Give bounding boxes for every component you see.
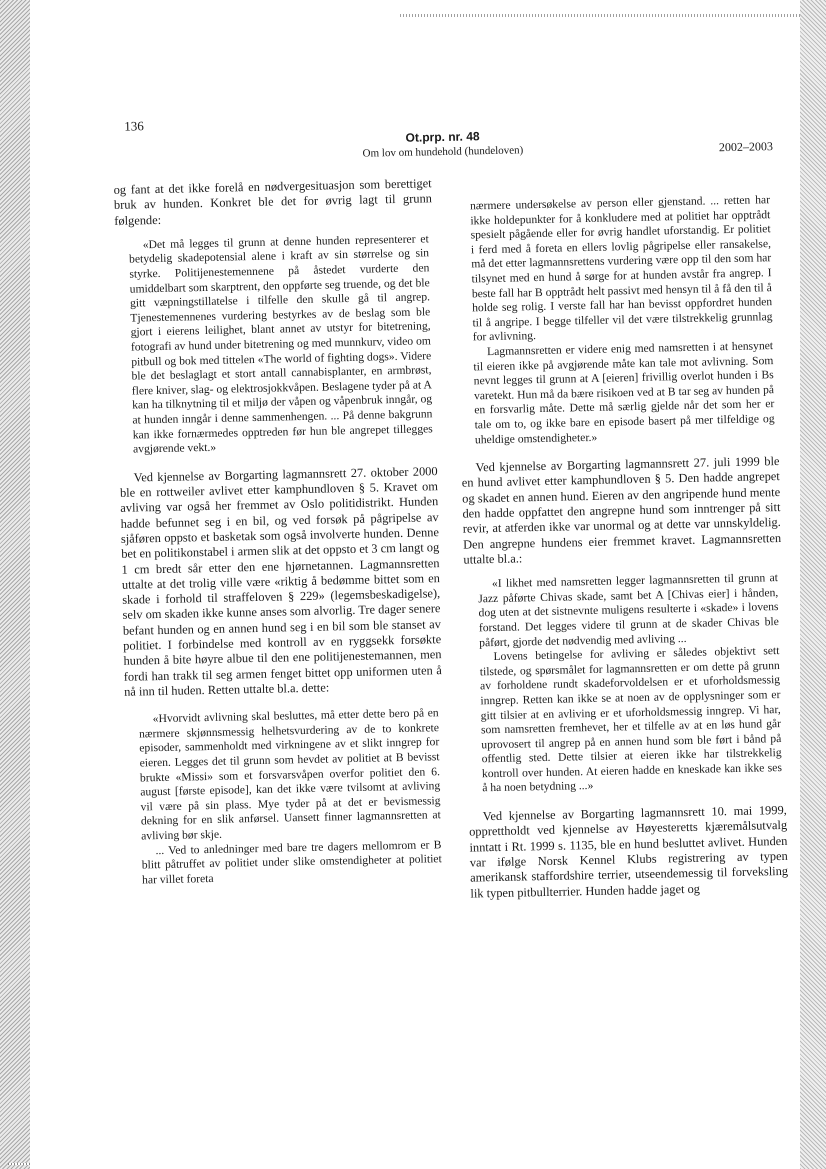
quote-paragraph: ... Ved to anledninger med bare tre dagers mellomrom er B blitt påtruffet av politiet under slike omstendigheter at politiet har villet foreta [141,837,442,887]
paragraph: og fant at det ikke forelå en nødvergesituasjon som berettiget bruk av hunden. Konkret ble det for øvrig lagt til grunn følgende: [113,176,433,228]
paragraph: Ved kjennelse av Borgarting lagmannsrett 27. oktober 2000 ble en rottweiler avlivet etter kamphundloven § 5. Kravet om avliving var også her fremmet av Oslo politidistrikt. Hunden hadde befunnet seg i en bil, og ved forsøk på pågripelse av sjåføren oppsto et basketak som også involverte hunden. Denne bet en politikonstabel i armen slik at det oppsto et 3 cm langt og 1 cm bredt sår etter den ene hjørnetannen. Lagmannsretten uttalte at det trolig ville være «riktig å bedømme bittet som en skade i forhold til straffeloven § 229» (legemsbeskadigelse), selv om skaden ikke kunne anses som alvorlig. Tre dager senere befant hunden og en annen hund seg i en bil som ble stanset av politiet. I forbindelse med kontroll av en ryggsekk forsøkte hunden å bite høyre albue til den ene politijenestemannen, men fordi han trakk til seg armen fenget bittet opp uniformen uten å nå inn til huden. Retten uttalte bl.a. dette: [119,463,442,699]
document-title: Ot.prp. nr. 48 [405,129,480,145]
text-columns [113,169,788,909]
quote-paragraph: «Hvorvidt avlivning skal besluttes, må etter dette bero på en nærmere skjønnsmessig helhetsvurdering av de to konkrete episoder, sammenholdt med virkningene av et slikt inngrep for eieren. Legges det til grunn som hevdet av politiet at B bevisst brukte «Missi» som et forsvarsvåpen overfor politiet den 6. august [første episode], kan det ikke være tvilsomt at avliving vil være på sin plass. Mye tyder på at det er bevismessig dekning for en slik anførsel. Uansett finner lagmannsretten at avliving bør skje. [138,706,441,843]
scan-edge-left [0,0,30,1169]
left-column [113,176,446,908]
quote-paragraph: «Det må legges til grunn at denne hunden representerer et betydelig skadepotensial alene i kraft av sin størrelse og sin styrke. Politijenestemennene på åstedet vurderte den umiddelbart som skarptrent, den oppførte seg truende, og det ble gitt væpningstillatelse i tilfelle den skulle gå til angrep. Tjenestemennenes vurdering bestyrkes av de beslag som ble gjort i eierens leilighet, blant annet av utstyr for bitetrening, fotografi av hund under bitetrening og med munnkurv, video om pitbull og bok med tittelen «The world of fighting dogs». Videre ble det beslaglagt et stort antall cannabisplanter, en armbrøst, flere kniver, slag- og elektrosjokkvåpen. Beslagene tyder på at A kan ha tilknytning til et miljø der våpen og våpenbruk inngår, og at hunden inngår i denne sammenhengen. ... På denne bakgrunn kan ikke fornærmedes opptreden før hun ble angrepet tillegges avgjørende vekt.» [128,232,433,456]
document-subtitle: Om lov om hundehold (hundeloven) [362,144,524,160]
right-column [455,169,788,901]
paragraph: Ved kjennelse av Borgarting lagmannsrett 27. juli 1999 ble en hund avlivet etter kamphundloven § 5. Den hadde angrepet og skadet en annen hund. Eieren av den angripende hund mente den hadde oppfattet den angrepne hund som inntrenger på sitt revir, at atferden ikke var unormal og at dette var unnskyldelig. Den angrepne hundens eier fremmet kravet. Lagmannsretten uttalte bl.a.: [461,454,782,567]
quote-paragraph: «I likhet med namsretten legger lagmannsretten til grunn at Jazz påførte Chivas skade, samt bet A [Chivas eier] i hånden, dog uten at det sistnevnte muligens resulterte i «skade» i lovens forstand. Det legges videre til grunn at de skader Chivas ble påført, gjorde det nødvendig med avliving ... [478,571,779,649]
page-number: 136 [124,118,144,134]
quote-paragraph: Lovens betingelse for avliving er således objektivt sett tilstede, og spørsmålet for lagmannsretten er om dette på grunn av forholdene rundt skadeforvoldelsen er et uforholdsmessig inngrep. Retten kan ikke se at noen av de opplysninger som er gitt tilsier at en avliving er et uforholdsmessig inngrep. Vi har, som namsretten fremhevet, her et tilfelle av at en løs hund går uprovosert til angrep på en annen hund som ble ført i bånd på offentlig sted. Dette tilsier at eieren ikke har tilstrekkelig kontroll over hunden. At eieren hadde en kneskade kan ikke ses å ha noen betydning ...» [479,644,783,795]
document-year: 2002–2003 [718,139,774,155]
scan-edge-top [400,14,800,17]
scan-corner-mark [8,1163,30,1165]
scan-edge-right [800,0,826,1169]
quote-paragraph: Lagmannsretten er videre enig med namsretten i at hensynet til eieren ikke på avgjørende måte kan tale mot avlivning. Som nevnt legges til grunn at A [eieren] frivillig overlot hunden i Bs varetekt. Hun må da bære risikoen ved at B tar seg av hunden på en forsvarlig måte. Dette må særlig gjelde når det som her er tale om to, og ikke bare en episode basert på mer tilfeldige og uheldige omstendigheter.» [473,339,775,446]
paragraph: Ved kjennelse av Borgarting lagmannsrett 10. mai 1999, opprettholdt ved kjennelse av Høyesteretts kjæremålsutvalg inntatt i Rt. 1999 s. 1135, ble en hund besluttet avlivet. Hunden var ifølge Norsk Kennel Klubs registrering av typen amerikansk staffordshire terrier, utseendemessig til forveksling lik typen pitbullterrier. Hunden hadde jaget og [469,803,789,901]
document-page [112,101,794,1155]
quote-paragraph: nærmere undersøkelse av person eller gjenstand. ... retten har ikke holdepunkter for å konkludere med at politiet har opptrådt spesielt pågående eller for øvrig handlet uforstandig. Er politiet i ferd med å foreta en ellers lovlig pågripelse eller ransakelse, må det etter lagmannsrettens vurdering være opp til den som har tilsynet med en hund å sørge for at hunden avstår fra angrep. I beste fall har B opptrådt helt passivt med hensyn til å få den til å holde seg rolig. I verste fall har han bevisst oppfordret hunden til å angripe. I begge tilfeller vil det være tilstrekkelig grunnlag for avlivning. [469,193,773,344]
